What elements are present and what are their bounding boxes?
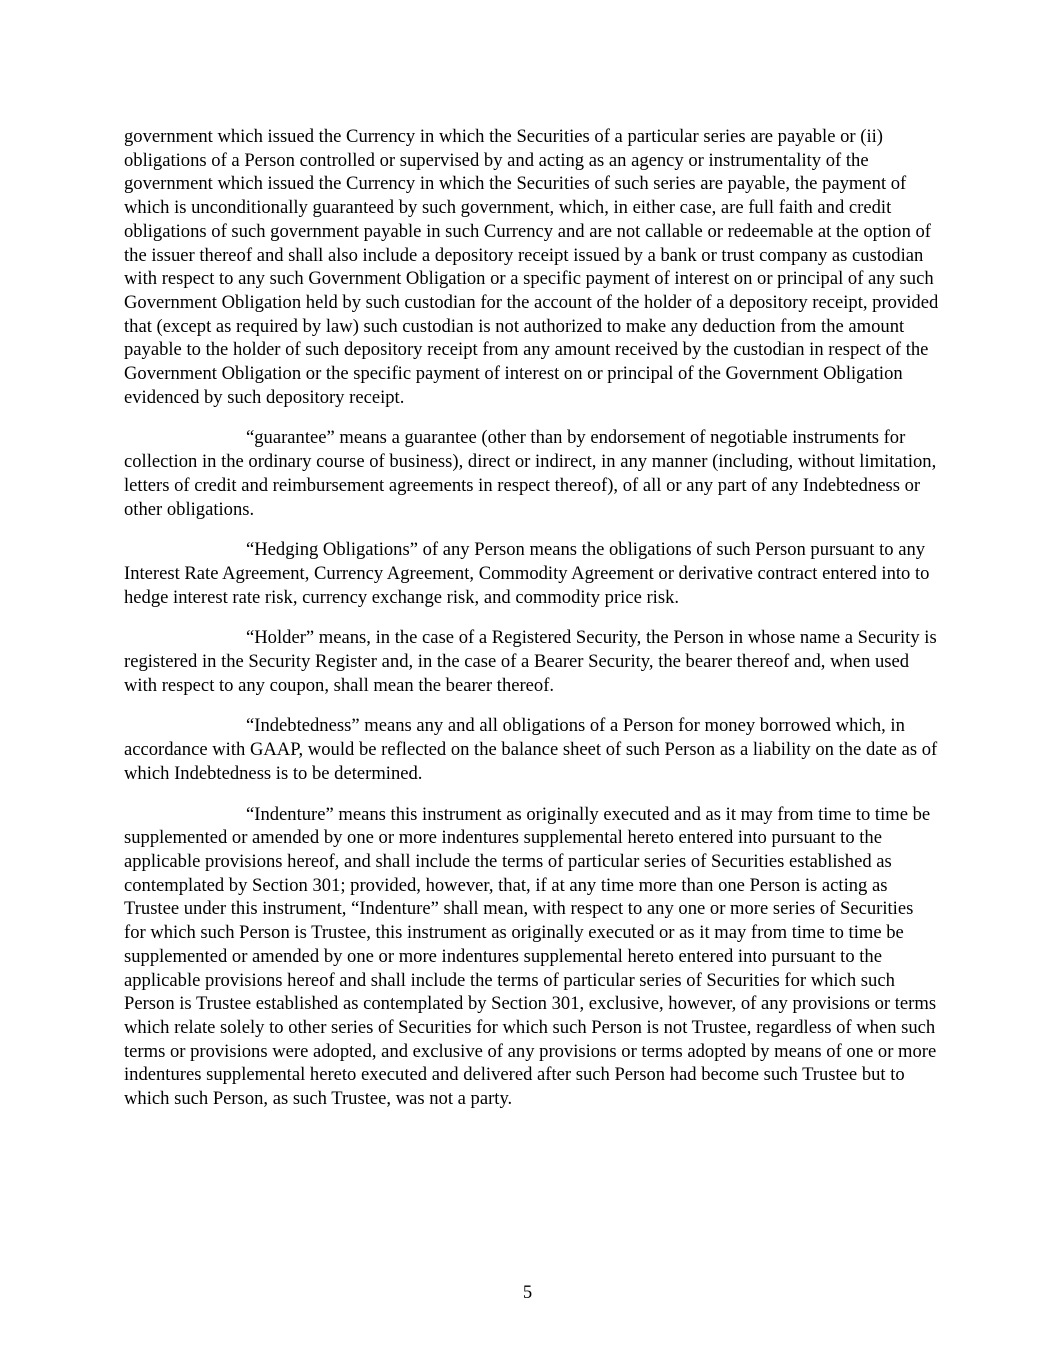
paragraph-indebtedness-definition: “Indebtedness” means any and all obligations of a Person for money borrowed which, in accordance with GAAP, would be reflected on the balance sheet of such Person as a liability on the date as of which Indebtedness is to be determined. (124, 715, 938, 784)
document-body (124, 125, 939, 1128)
page-number: 5 (522, 1282, 533, 1303)
paragraph-guarantee-definition: “guarantee” means a guarantee (other than by endorsement of negotiable instruments for collection in the ordinary course of business), direct or indirect, in any manner (including, without limitation, letters of credit and reimbursement agreements in respect thereof), of all or any part of any Indebtedness or other obligations. (124, 427, 937, 520)
paragraph-hedging-obligations-definition: “Hedging Obligations” of any Person means the obligations of such Person pursuant to any Interest Rate Agreement, Currency Agreement, Commodity Agreement or derivative contract entered into to hedge interest rate risk, currency exchange risk, and commodity price risk. (124, 539, 930, 608)
paragraph-holder-definition: “Holder” means, in the case of a Registered Security, the Person in whose name a Security is registered in the Security Register and, in the case of a Bearer Security, the bearer thereof and, when used with respect to any coupon, shall mean the bearer thereof. (124, 627, 937, 696)
paragraph-indenture-definition: “Indenture” means this instrument as originally executed and as it may from time to time be supplemented or amended by one or more indentures supplemental hereto entered into pursuant to the applicable provisions hereof, and shall include the terms of particular series of Securities established as contemplated by Section 301; provided, however, that, if at any time more than one Person is acting as Trustee under this instrument, “Indenture” shall mean, with respect to any one or more series of Securities for which such Person is Trustee, this instrument as originally executed or as it may from time to time be supplemented or amended by one or more indentures supplemental hereto entered into pursuant to the applicable provisions hereof and shall include the terms of particular series of Securities for which such Person is Trustee established as contemplated by Section 301, exclusive, however, of any provisions or terms which relate solely to other series of Securities for which such Person is not Trustee, regardless of when such terms or provisions were adopted, and exclusive of any provisions or terms adopted by means of one or more indentures supplemental hereto executed and delivered after such Person had become such Trustee but to which such Person, as such Trustee, was not a party. (124, 803, 937, 1110)
paragraph-government-obligation-continued: government which issued the Currency in which the Securities of a particular series are payable or (ii) obligations of a Person controlled or supervised by and acting as an agency or instrumentality of the government which issued the Currency in which the Securities of such series are payable, the payment of which is unconditionally guaranteed by such government, which, in either case, are full faith and credit obligations of such government payable in such Currency and are not callable or redeemable at the option of the issuer thereof and shall also include a depository receipt issued by a bank or trust company as custodian with respect to any such Government Obligation or a specific payment of interest on or principal of any such Government Obligation held by such custodian for the account of the holder of a depository receipt, provided that (except as required by law) such custodian is not authorized to make any deduction from the amount payable to the holder of such depository receipt from any amount received by the custodian in respect of the Government Obligation or the specific payment of interest on or principal of the Government Obligation evidenced by such depository receipt. (124, 126, 939, 408)
